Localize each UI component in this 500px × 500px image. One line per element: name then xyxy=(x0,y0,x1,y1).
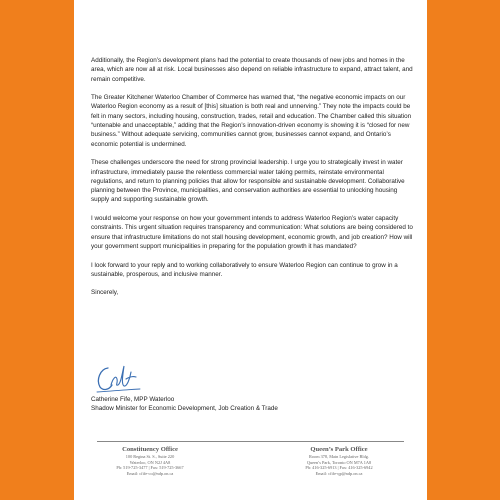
constituency-office xyxy=(90,446,210,476)
letter-page xyxy=(74,0,427,500)
paragraph-response-request: I would welcome your response on how your government intends to address Waterloo Region’s water capacity constraints. This urgent situation requires transparency and communication: What solutions are being considered to ensure that infrastructure limitations do not stall housing development, economic growth, and job creation? How will your government support municipalities in preparing for the population growth it has mandated? xyxy=(91,215,413,250)
queens-park-office xyxy=(279,446,399,476)
signer-title: Shadow Minister for Economic Development, Job Creation & Trade xyxy=(91,405,278,413)
queens-park-phone-fax: Ph: 416-325-6913 | Fax: 416-325-6942 xyxy=(305,465,373,471)
paragraph-closing-remarks: I look forward to your reply and to working collaboratively to ensure Waterloo Region can continue to grow in a sustainable, prosperous, and inclusive manner. xyxy=(91,261,398,278)
signer-name: Catherine Fife, MPP Waterloo xyxy=(91,396,175,403)
queens-park-office-title: Queen’s Park Office xyxy=(310,446,368,453)
paragraph-chamber-warning: The Greater Kitchener Waterloo Chamber of Commerce has warned that, “the negative economic impacts on our Waterloo Region economy as a result of [this] situation is both real and unnerving.” They note the impacts could be felt in many sectors, including housing, construction, trades, retail and education. The Chamber called this situation “untenable and unacceptable,” adding that the Region’s innovation-driven economy is showing it is “closed for new business.” Without adequate servicing, communities cannot grow, businesses cannot expand, and Ontario’s economic potential is undermined. xyxy=(91,94,412,148)
queens-park-address-line-1: Room 378, Main Legislative Bldg. xyxy=(309,454,369,459)
constituency-phone-fax: Ph: 519-725-3477 | Fax: 519-725-3667 xyxy=(116,465,184,471)
constituency-address-line-1: 100 Regina St. S., Suite 220 xyxy=(125,454,175,459)
handwritten-signature xyxy=(94,360,144,394)
constituency-office-title: Constituency Office xyxy=(122,446,178,453)
closing-salutation: Sincerely, xyxy=(91,289,119,297)
paragraph-development-plans: Additionally, the Region’s development plans had the potential to create thousands of new jobs and homes in the area, which are now all at risk. Local businesses also depend on reliable infrastructure to expand, attract talent, and remain competitive. xyxy=(91,57,413,83)
signature-block xyxy=(91,395,278,414)
paragraph-provincial-leadership: These challenges underscore the need for strong provincial leadership. I urge you to strategically invest in water infrastructure, immediately pause the relentless commercial water taking permits, reinstate environmental regulations, and return to planning policies that allow for responsible and sustainable development. Collaborative planning between the Province, municipalities, and conservation authorities are essential to unlocking housing supply and supporting sustainable growth. xyxy=(91,159,405,204)
letter-body xyxy=(91,56,413,307)
queens-park-address-line-2: Queen’s Park, Toronto ON M7A 1A8 xyxy=(306,459,372,465)
footer-divider xyxy=(97,441,404,442)
queens-park-email: Email: cfife-qp@ndp.on.ca xyxy=(315,470,363,476)
constituency-address-line-2: Waterloo, ON N2J 4A8 xyxy=(129,459,171,465)
constituency-email: Email: cfife-co@ndp.on.ca xyxy=(126,470,174,476)
